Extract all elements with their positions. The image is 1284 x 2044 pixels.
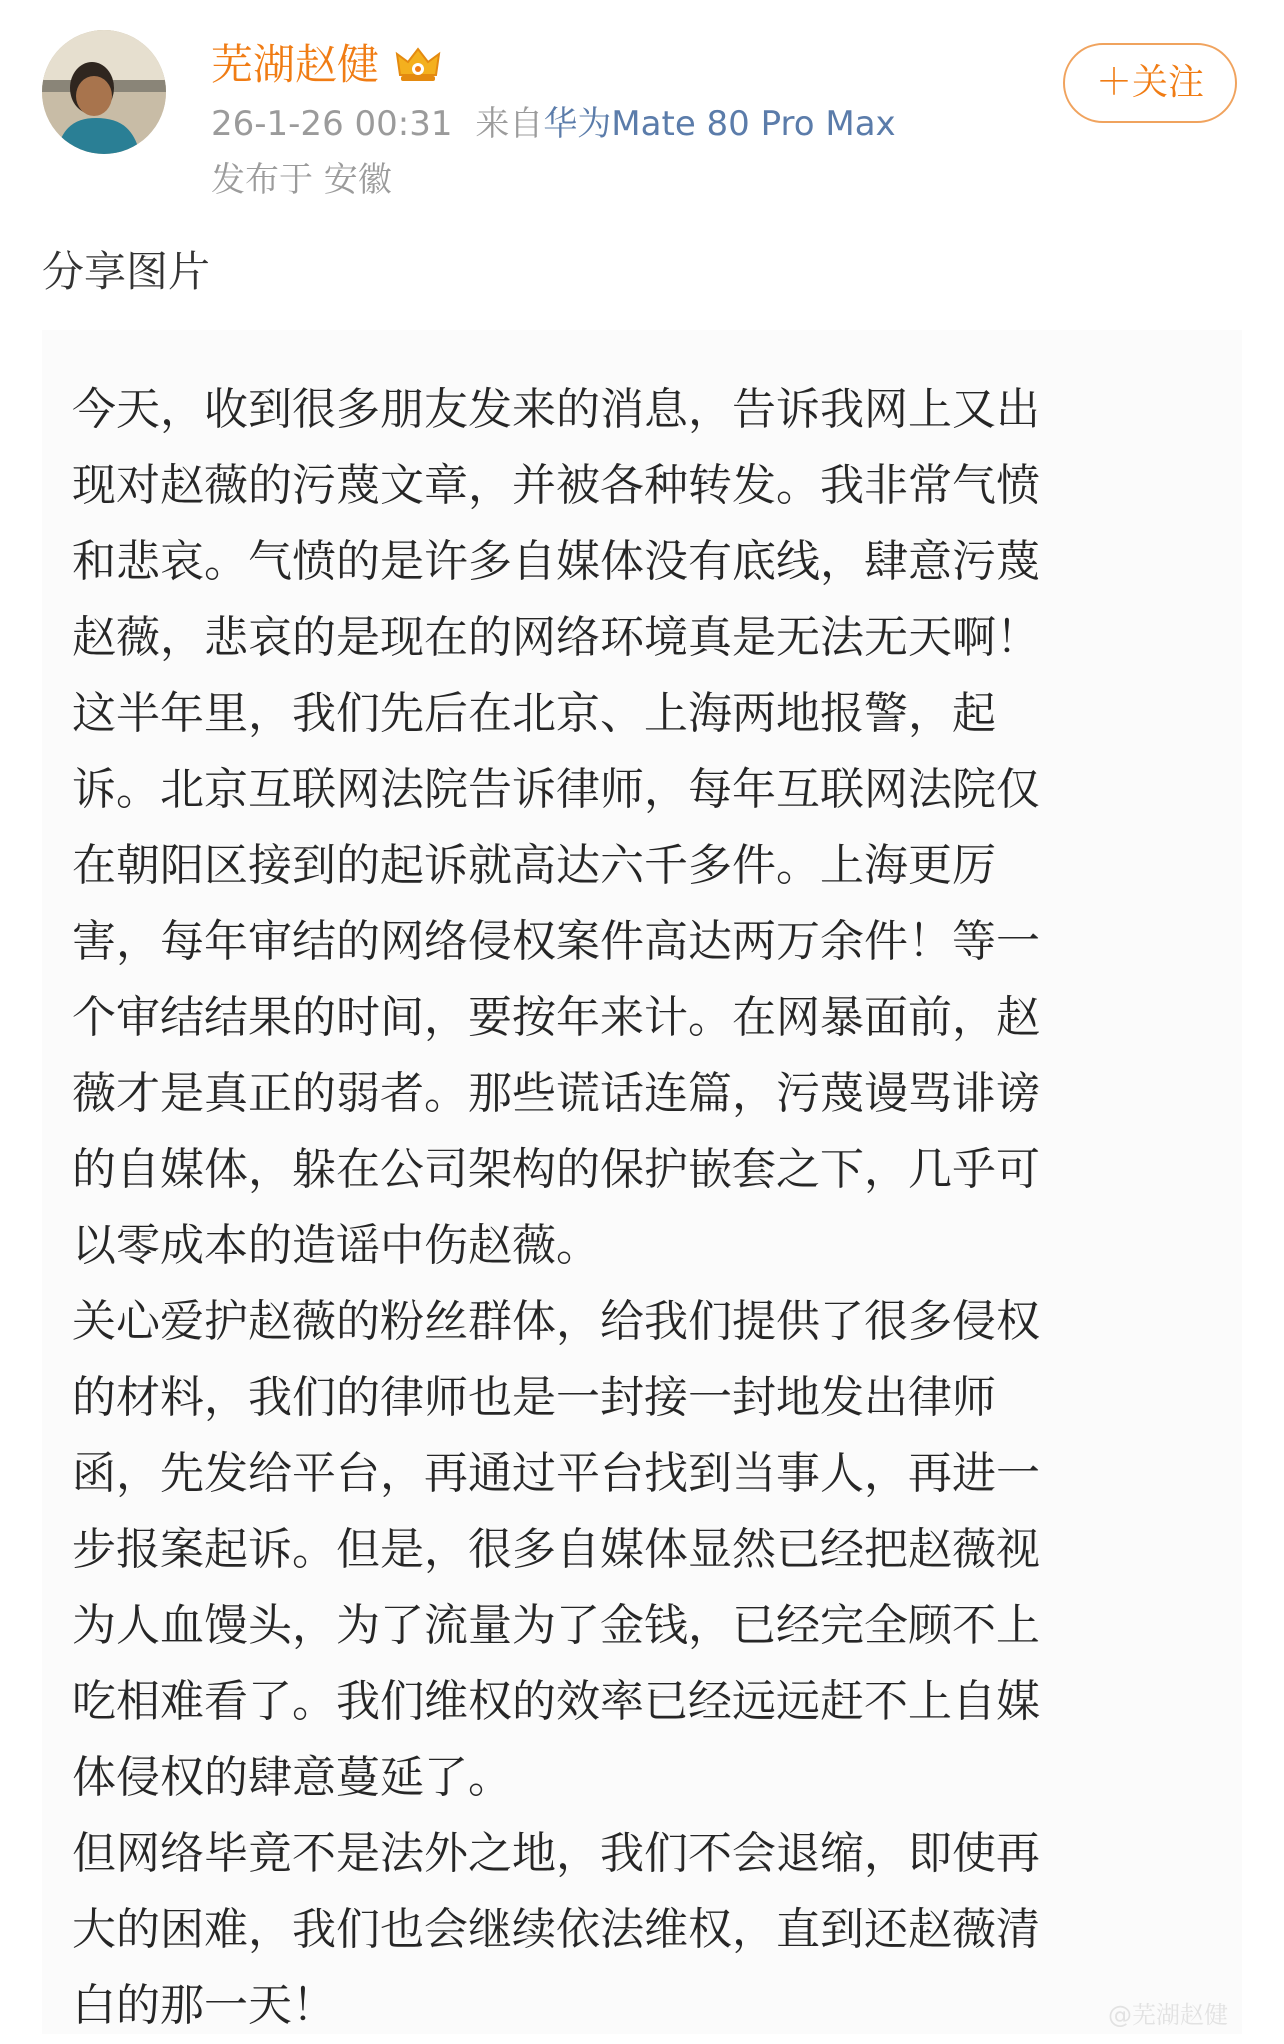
image-text-line: 函，先发给平台，再通过平台找到当事人，再进一 — [72, 1448, 1040, 1499]
image-text-line: 关心爱护赵薇的粉丝群体，给我们提供了很多侵权 — [72, 1296, 1040, 1347]
image-text-line: 的材料，我们的律师也是一封接一封地发出律师 — [72, 1372, 996, 1423]
image-watermark: @芜湖赵健 — [1108, 2001, 1228, 2029]
post-source-prefix: 来自 — [475, 104, 544, 144]
image-text-line: 薇才是真正的弱者。那些谎话连篇，污蔑谩骂诽谤 — [72, 1068, 1040, 1119]
image-text-line: 在朝阳区接到的起诉就高达六千多件。上海更厉 — [72, 840, 996, 891]
image-text-line: 白的那一天！ — [72, 1980, 336, 2031]
vip-crown-icon — [395, 44, 441, 84]
image-text-line: 害，每年审结的网络侵权案件高达两万余件！等一 — [72, 916, 1040, 967]
user-name[interactable]: 芜湖赵健 — [211, 40, 380, 89]
image-text-line: 和悲哀。气愤的是许多自媒体没有底线，肆意污蔑 — [72, 536, 1040, 587]
image-text-line: 今天，收到很多朋友发来的消息，告诉我网上又出 — [72, 384, 1040, 435]
image-text-line: 步报案起诉。但是，很多自媒体显然已经把赵薇视 — [72, 1524, 1040, 1575]
image-text-line: 的自媒体，躲在公司架构的保护嵌套之下，几乎可 — [72, 1144, 1040, 1195]
image-text-line: 诉。北京互联网法院告诉律师，每年互联网法院仅 — [72, 764, 1040, 815]
image-text-line: 个审结结果的时间，要按年来计。在网暴面前，赵 — [72, 992, 1040, 1043]
image-text-line: 大的困难，我们也会继续依法维权，直到还赵薇清 — [72, 1904, 1040, 1955]
image-text-line: 吃相难看了。我们维权的效率已经远远赶不上自媒 — [72, 1676, 1040, 1727]
image-text-line: 赵薇，悲哀的是现在的网络环境真是无法无天啊！ — [72, 612, 1040, 663]
image-text-line: 但网络毕竟不是法外之地，我们不会退缩，即使再 — [72, 1828, 1040, 1879]
post-location: 发布于 安徽 — [211, 160, 392, 200]
post-meta — [211, 102, 896, 146]
image-text-line: 现对赵薇的污蔑文章，并被各种转发。我非常气愤 — [72, 460, 1040, 511]
image-text-line: 这半年里，我们先后在北京、上海两地报警，起 — [72, 688, 996, 739]
image-text-line: 体侵权的肆意蔓延了。 — [72, 1752, 512, 1803]
post-device[interactable]: 华为Mate 80 Pro Max — [543, 104, 896, 144]
post-text: 分享图片 — [42, 247, 211, 296]
follow-button[interactable]: ＋关注 — [1063, 43, 1237, 123]
post-timestamp: 26-1-26 00:31 — [211, 104, 453, 144]
image-text-line: 为人血馒头，为了流量为了金钱，已经完全顾不上 — [72, 1600, 1040, 1651]
post-image[interactable] — [42, 330, 1242, 2034]
image-text-line: 以零成本的造谣中伤赵薇。 — [72, 1220, 600, 1271]
avatar[interactable] — [42, 30, 166, 154]
